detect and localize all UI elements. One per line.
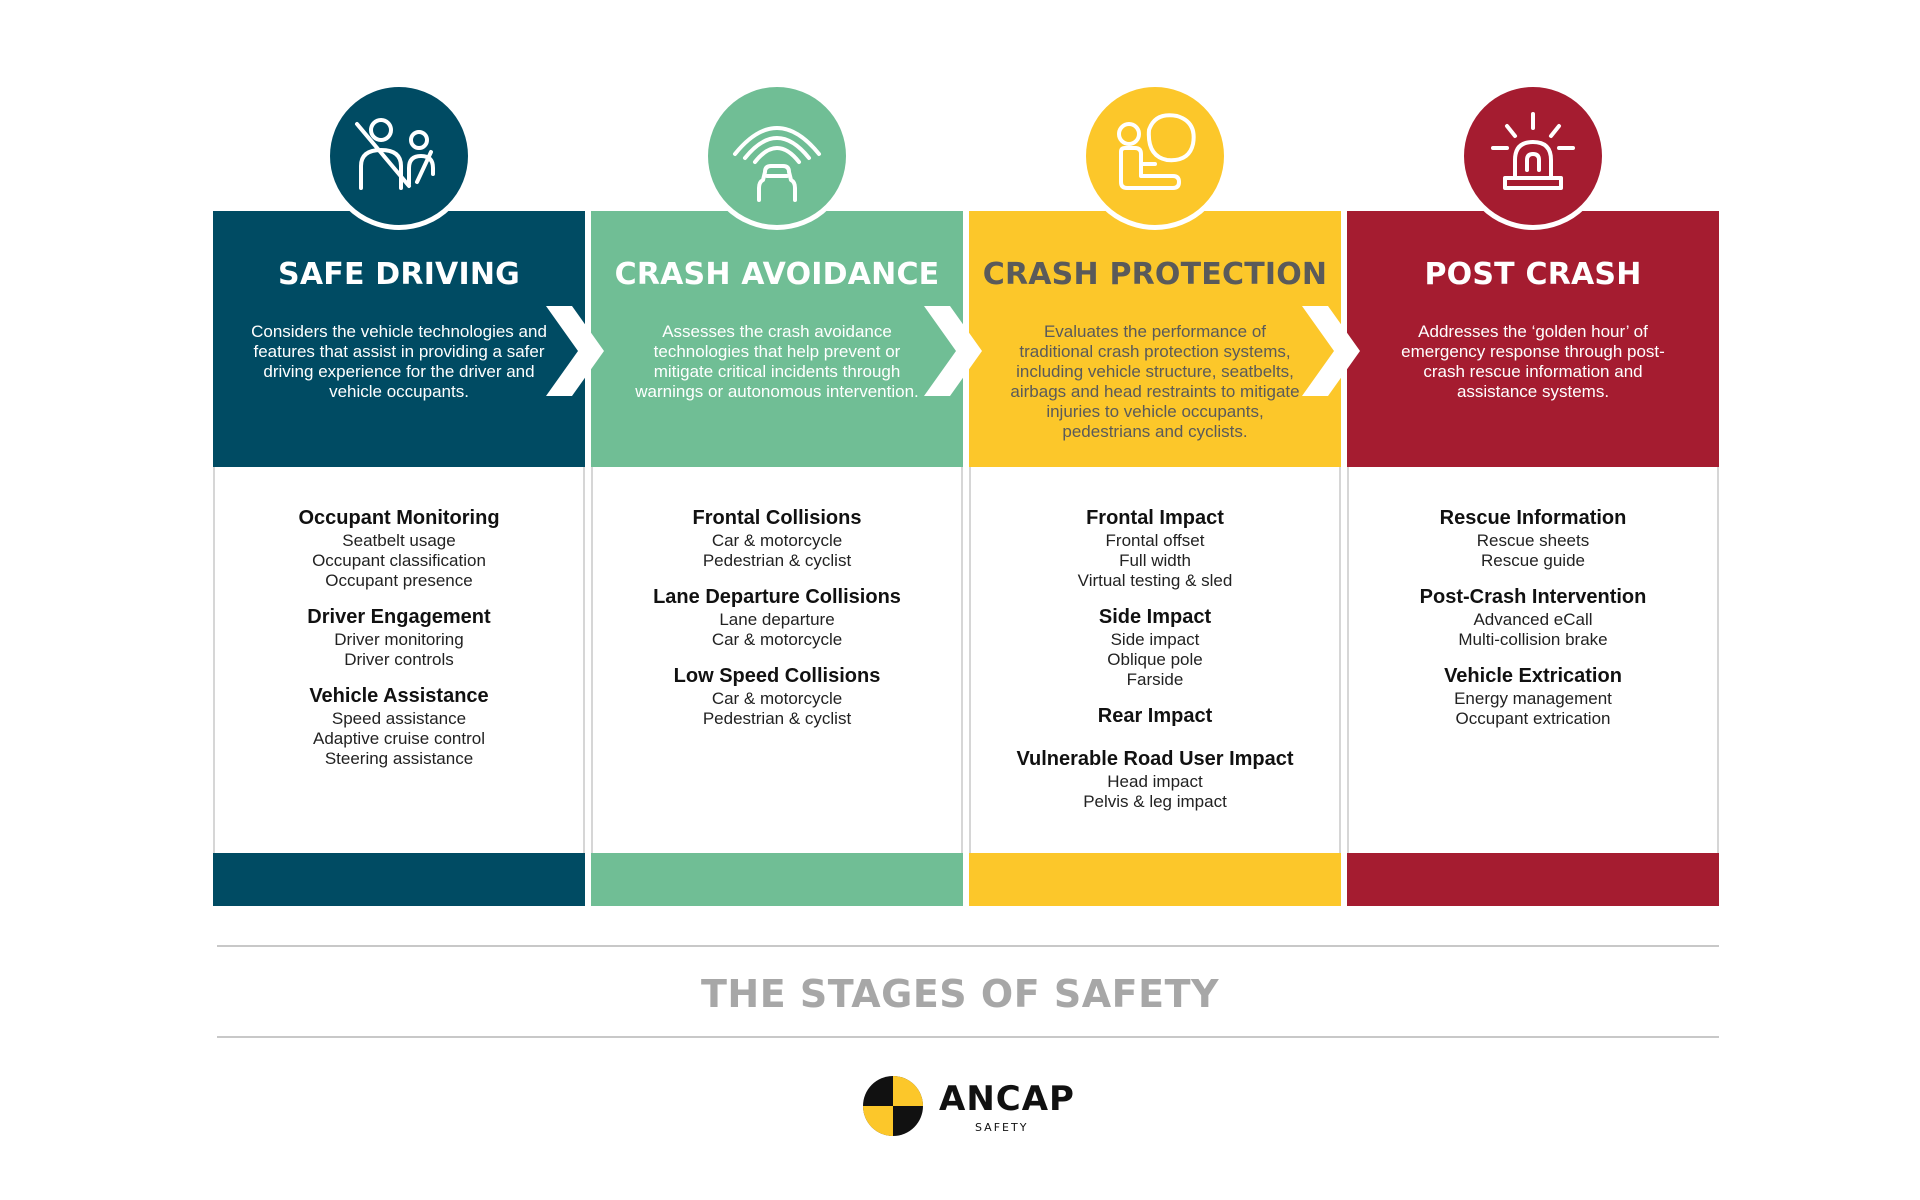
detail-group bbox=[1349, 663, 1717, 729]
divider-top bbox=[217, 945, 1719, 947]
ancap-logo bbox=[862, 1073, 1075, 1141]
chevron-right-icon bbox=[920, 306, 984, 396]
ancap-logo-mark-icon bbox=[862, 1075, 924, 1137]
group-item: Steering assistance bbox=[324, 749, 474, 768]
detail-group bbox=[1349, 505, 1717, 571]
group-item: Driver monitoring bbox=[334, 630, 464, 649]
group-item: Occupant classification bbox=[312, 551, 486, 570]
logo-subtitle: SAFETY bbox=[975, 1121, 1029, 1134]
group-item: Adaptive cruise control bbox=[313, 729, 485, 748]
detail-group bbox=[593, 584, 961, 650]
stage-description: Evaluates the performance of traditional crash protection systems, including vehicle structure, seatbelts, airbags and head restraints to mitigate injuries to vehicle occupants, pedestrians and cyclists. bbox=[1010, 322, 1300, 441]
group-title: Occupant Monitoring bbox=[298, 507, 500, 529]
detail-group bbox=[593, 663, 961, 729]
group-item: Frontal offset bbox=[1105, 531, 1205, 550]
group-item: Occupant presence bbox=[325, 571, 473, 590]
group-title: Side Impact bbox=[1098, 606, 1212, 628]
group-item: Full width bbox=[1119, 551, 1191, 570]
group-item: Pedestrian & cyclist bbox=[702, 709, 852, 728]
stage-column-post-crash bbox=[1347, 211, 1719, 906]
divider-bottom bbox=[217, 1036, 1719, 1038]
group-title: Frontal Collisions bbox=[692, 507, 862, 529]
stage-footer-bar bbox=[969, 853, 1341, 906]
stage-description: Considers the vehicle technologies and features that assist in providing a safer driving experience for the driver and vehicle occupants. bbox=[251, 322, 547, 401]
group-item: Speed assistance bbox=[331, 709, 467, 728]
stage-header-post-crash bbox=[1347, 211, 1719, 467]
detail-group bbox=[215, 683, 583, 769]
group-item: Oblique pole bbox=[1107, 650, 1203, 669]
group-title: Post-Crash Intervention bbox=[1419, 586, 1647, 608]
airbag-occupant-icon bbox=[1081, 82, 1229, 230]
detail-group bbox=[971, 746, 1339, 812]
chevron-right-icon bbox=[1298, 306, 1362, 396]
group-item: Car & motorcycle bbox=[711, 531, 843, 550]
stage-title: POST CRASH bbox=[1424, 257, 1642, 292]
stage-column-safe-driving bbox=[213, 211, 585, 906]
stage-details bbox=[1347, 467, 1719, 853]
detail-group bbox=[1349, 584, 1717, 650]
group-item: Side impact bbox=[1110, 630, 1200, 649]
stage-description: Addresses the ‘golden hour’ of emergency response through post-crash rescue information and assistance systems. bbox=[1401, 322, 1665, 401]
stage-title: CRASH AVOIDANCE bbox=[614, 257, 940, 292]
detail-group bbox=[215, 505, 583, 591]
group-title: Vehicle Extrication bbox=[1444, 665, 1622, 687]
stage-details bbox=[213, 467, 585, 853]
stage-description: Assesses the crash avoidance technologies that help prevent or mitigate critical incidents through warnings or autonomous intervention. bbox=[635, 322, 919, 401]
stage-column-crash-avoidance bbox=[591, 211, 963, 906]
group-item: Lane departure bbox=[719, 610, 835, 629]
page-title: THE STAGES OF SAFETY bbox=[700, 972, 1220, 1016]
chevron-right-icon bbox=[542, 306, 606, 396]
stage-header-safe-driving bbox=[213, 211, 585, 467]
detail-group bbox=[215, 604, 583, 670]
stage-header-crash-protection bbox=[969, 211, 1341, 467]
group-item: Car & motorcycle bbox=[711, 630, 843, 649]
group-item: Virtual testing & sled bbox=[1077, 571, 1233, 590]
group-title: Vehicle Assistance bbox=[309, 685, 489, 707]
group-title: Driver Engagement bbox=[307, 606, 491, 628]
detail-group bbox=[593, 505, 961, 571]
sensor-waves-icon bbox=[703, 82, 851, 230]
group-item: Multi-collision brake bbox=[1458, 630, 1608, 649]
group-item: Rescue sheets bbox=[1476, 531, 1590, 550]
group-item: Farside bbox=[1126, 670, 1184, 689]
stage-header-crash-avoidance bbox=[591, 211, 963, 467]
group-title: Rescue Information bbox=[1439, 507, 1627, 529]
emergency-siren-icon bbox=[1459, 82, 1607, 230]
group-title: Lane Departure Collisions bbox=[653, 586, 901, 608]
group-title: Low Speed Collisions bbox=[673, 665, 881, 687]
group-item: Energy management bbox=[1454, 689, 1612, 708]
group-title: Rear Impact bbox=[1097, 705, 1213, 727]
stage-footer-bar bbox=[591, 853, 963, 906]
group-item: Advanced eCall bbox=[1473, 610, 1593, 629]
occupant-monitoring-icon bbox=[325, 82, 473, 230]
group-item: Occupant extrication bbox=[1455, 709, 1611, 728]
group-title: Frontal Impact bbox=[1086, 507, 1224, 529]
detail-group bbox=[971, 505, 1339, 591]
logo-name: ANCAP bbox=[939, 1079, 1075, 1119]
group-title: Vulnerable Road User Impact bbox=[1016, 748, 1294, 770]
stage-footer-bar bbox=[213, 853, 585, 906]
detail-group bbox=[971, 604, 1339, 690]
group-item: Rescue guide bbox=[1481, 551, 1585, 570]
stage-footer-bar bbox=[1347, 853, 1719, 906]
group-item: Pedestrian & cyclist bbox=[702, 551, 852, 570]
group-item: Seatbelt usage bbox=[342, 531, 456, 550]
stage-title: SAFE DRIVING bbox=[278, 257, 520, 292]
group-item: Pelvis & leg impact bbox=[1083, 792, 1227, 811]
group-item: Head impact bbox=[1107, 772, 1203, 791]
stage-details bbox=[591, 467, 963, 853]
group-item: Car & motorcycle bbox=[711, 689, 843, 708]
stage-column-crash-protection bbox=[969, 211, 1341, 906]
group-item: Driver controls bbox=[344, 650, 454, 669]
stage-details bbox=[969, 467, 1341, 853]
stage-title: CRASH PROTECTION bbox=[982, 257, 1328, 292]
detail-group bbox=[971, 703, 1339, 729]
